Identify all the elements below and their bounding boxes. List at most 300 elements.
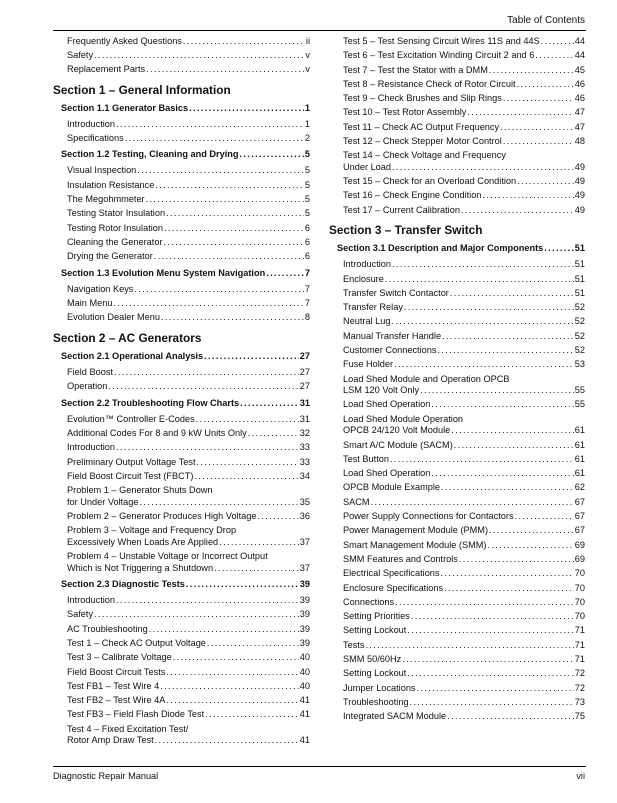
toc-entry-title: Preliminary Output Voltage Test	[67, 456, 196, 467]
toc-entry-title: Manual Transfer Handle	[343, 330, 442, 341]
toc-page-number: 40	[299, 652, 310, 663]
dot-leader	[454, 440, 574, 452]
toc-entry[interactable]	[329, 107, 585, 119]
dot-leader	[410, 697, 574, 709]
dot-leader	[186, 579, 299, 591]
toc-page-number: 61	[574, 468, 585, 479]
dot-leader	[482, 190, 573, 202]
toc-entry[interactable]	[329, 654, 585, 666]
toc-page-number: 40	[299, 666, 310, 677]
toc-entry-title: Introduction	[343, 259, 392, 270]
toc-page-number: 5	[304, 179, 310, 190]
toc-page-number: v	[305, 50, 310, 61]
toc-entry[interactable]	[329, 611, 585, 623]
toc-entry-title: Additional Codes For 8 and 9 kW Units Only	[67, 427, 247, 438]
dot-leader	[503, 136, 574, 148]
toc-entry-title: Section 1.2 Testing, Cleaning and Drying	[61, 149, 239, 160]
toc-page-number: 37	[299, 536, 310, 547]
dot-leader	[166, 208, 304, 220]
toc-entry-title: Setting Lockout	[343, 668, 407, 679]
toc-entry-multiline[interactable]	[53, 551, 310, 574]
dot-leader	[385, 274, 574, 286]
toc-entry-multiline[interactable]	[53, 525, 310, 548]
toc-page-number: 39	[299, 623, 310, 634]
toc-entry-title: Test 9 – Check Brushes and Slip Rings	[343, 93, 502, 104]
toc-page-number: 52	[574, 316, 585, 327]
dot-leader	[164, 237, 304, 249]
toc-entry-title: Jumper Locations	[343, 682, 416, 693]
toc-page-number: 52	[574, 345, 585, 356]
toc-entry[interactable]	[53, 251, 310, 263]
dot-leader	[447, 711, 574, 723]
toc-entry[interactable]	[329, 440, 585, 452]
dot-leader	[183, 36, 305, 48]
toc-entry-title: Evolution Dealer Menu	[67, 312, 160, 323]
toc-entry[interactable]	[53, 595, 310, 607]
dot-leader	[390, 454, 574, 466]
subsection-heading[interactable]	[53, 398, 310, 410]
dot-leader	[137, 165, 304, 177]
subsection-heading[interactable]	[329, 243, 585, 255]
toc-page-number: 45	[574, 64, 585, 75]
toc-page-number: 27	[299, 350, 310, 361]
footer-page-number: vii	[576, 771, 585, 781]
toc-entry-title: Test 8 – Resistance Check of Rotor Circuit	[343, 78, 516, 89]
dot-leader	[503, 93, 574, 105]
toc-entry-line2	[53, 563, 310, 575]
toc-entry[interactable]	[329, 668, 585, 680]
dot-leader	[517, 79, 574, 91]
toc-entry-title: Problem 2 – Generator Produces High Voltage	[67, 510, 257, 521]
toc-entry[interactable]	[53, 367, 310, 379]
toc-entry[interactable]	[329, 554, 585, 566]
toc-entry-title: The Megohmmeter	[67, 194, 145, 205]
toc-entry-title: Test FB1 – Test Wire 4	[67, 680, 160, 691]
toc-entry-title: Visual Inspection	[67, 165, 137, 176]
toc-page-number: 44	[574, 36, 585, 46]
dot-leader	[155, 180, 304, 192]
toc-entry-title: Power Supply Connections for Contactors	[343, 511, 514, 522]
toc-entry[interactable]	[53, 133, 310, 145]
toc-entry-multiline[interactable]	[329, 150, 585, 173]
toc-entry-title: Test 15 – Check for an Overload Condition	[343, 176, 517, 187]
toc-entry-title: SMM Features and Controls	[343, 553, 458, 564]
dot-leader	[420, 385, 574, 397]
toc-page-number: 51	[574, 287, 585, 298]
toc-entry-title: Introduction	[67, 595, 116, 606]
toc-page-number: 41	[299, 709, 310, 720]
toc-entry[interactable]	[53, 119, 310, 131]
toc-page-number: 5	[304, 149, 310, 160]
toc-entry[interactable]	[329, 274, 585, 286]
toc-entry-title: Insulation Resistance	[67, 179, 155, 190]
toc-entry-title: Frequently Asked Questions	[67, 36, 182, 46]
toc-entry-title: Test 11 – Check AC Output Frequency	[343, 121, 500, 132]
subsection-heading[interactable]	[53, 579, 310, 591]
toc-entry-title-line1: Problem 3 – Voltage and Frequency Drop	[67, 525, 237, 536]
section-number: Section 3	[329, 223, 382, 238]
dot-leader	[451, 425, 574, 437]
toc-page-number: 39	[299, 609, 310, 620]
toc-entry-title: Smart Management Module (SMM)	[343, 539, 487, 550]
toc-entry[interactable]	[53, 180, 310, 192]
toc-page-number: 72	[574, 682, 585, 693]
subsection-heading[interactable]	[53, 351, 310, 363]
dot-leader	[166, 695, 298, 707]
toc-page-number: 39	[299, 637, 310, 648]
toc-entry[interactable]	[329, 190, 585, 202]
toc-entry[interactable]	[53, 709, 310, 721]
toc-entry[interactable]	[53, 312, 310, 324]
toc-entry-title: Test Button	[343, 453, 389, 464]
toc-entry-title: Section 1.1 Generator Basics	[61, 102, 189, 113]
toc-entry[interactable]	[53, 667, 310, 679]
dot-leader	[116, 442, 299, 454]
toc-entry[interactable]	[329, 50, 585, 62]
dot-leader	[160, 681, 299, 693]
subsection-heading[interactable]	[53, 149, 310, 161]
dot-leader	[140, 497, 299, 509]
dot-leader	[134, 284, 303, 296]
toc-page-number: 49	[574, 204, 585, 215]
toc-entry[interactable]	[329, 497, 585, 509]
toc-entry[interactable]	[329, 468, 585, 480]
dot-leader	[194, 471, 298, 483]
toc-entry[interactable]	[329, 36, 585, 48]
toc-entry-title: Test 5 – Test Sensing Circuit Wires 11S and 44S	[343, 36, 540, 46]
toc-entry[interactable]	[329, 331, 585, 343]
toc-page-number: 51	[574, 243, 585, 254]
toc-entry-title: Section 2.2 Troubleshooting Flow Charts	[61, 397, 240, 408]
dot-leader	[417, 683, 574, 695]
toc-entry[interactable]	[53, 471, 310, 483]
toc-page-number: 7	[304, 298, 310, 309]
toc-page-number: 55	[574, 399, 585, 410]
front-matter-entry[interactable]	[53, 50, 310, 62]
toc-entry-title: Drying the Generator	[67, 251, 153, 262]
front-matter-entry[interactable]	[53, 36, 310, 48]
dot-leader	[149, 624, 299, 636]
dot-leader	[392, 162, 574, 174]
toc-entry[interactable]	[53, 208, 310, 220]
toc-entry-title: Section 2.1 Operational Analysis	[61, 350, 204, 361]
toc-entry[interactable]	[329, 205, 585, 217]
toc-entry[interactable]	[329, 399, 585, 411]
toc-entry[interactable]	[329, 525, 585, 537]
toc-page-number: 67	[574, 525, 585, 536]
toc-entry[interactable]	[329, 454, 585, 466]
dot-leader	[407, 668, 573, 680]
toc-entry[interactable]	[329, 359, 585, 371]
toc-entry-title: Troubleshooting	[343, 696, 409, 707]
toc-entry[interactable]	[329, 122, 585, 134]
toc-entry-title-line1: Test 14 – Check Voltage and Frequency	[343, 150, 506, 161]
dot-leader	[500, 122, 574, 134]
toc-page-number: 5	[304, 194, 310, 205]
dot-leader	[467, 107, 573, 119]
toc-entry-title: Evolution™ Controller E-Codes	[67, 413, 195, 424]
dot-leader	[189, 103, 304, 115]
toc-entry[interactable]	[329, 302, 585, 314]
section-number: Section 2	[53, 330, 106, 345]
toc-entry[interactable]	[53, 298, 310, 310]
toc-entry-title: Connections	[343, 596, 395, 607]
dot-leader	[94, 609, 299, 621]
section-title: General Information	[118, 82, 231, 97]
toc-entry-title: Testing Stator Insulation	[67, 208, 166, 219]
toc-page-number: 5	[304, 208, 310, 219]
toc-page-number: 1	[304, 118, 310, 129]
dot-leader	[404, 302, 574, 314]
dot-leader	[116, 119, 304, 131]
toc-page-number: 51	[574, 259, 585, 270]
section-2-heading	[53, 331, 310, 345]
toc-page-number: 46	[574, 93, 585, 104]
toc-entry-title: Section 1.3 Evolution Menu System Navigation	[61, 267, 266, 278]
dot-leader	[207, 638, 299, 650]
toc-entry-title: Test FB2 – Test Wire 4A	[67, 695, 166, 706]
toc-page-number: 70	[574, 568, 585, 579]
toc-page-number: 33	[299, 442, 310, 453]
toc-right-column	[329, 36, 585, 725]
toc-entry[interactable]	[329, 597, 585, 609]
dot-leader	[205, 709, 299, 721]
toc-page-number: 8	[304, 312, 310, 323]
toc-page-number: 51	[574, 273, 585, 284]
dot-leader	[392, 259, 574, 271]
toc-entry-line2	[329, 425, 585, 437]
toc-entry[interactable]	[53, 428, 310, 440]
toc-entry-line2	[329, 385, 585, 397]
toc-entry[interactable]	[53, 414, 310, 426]
toc-entry[interactable]	[53, 442, 310, 454]
toc-entry-title: Section 2.3 Diagnostic Tests	[61, 579, 185, 590]
toc-page-number: 61	[574, 439, 585, 450]
toc-entry[interactable]	[329, 625, 585, 637]
toc-entry-multiline[interactable]	[329, 374, 585, 397]
toc-page-number: 37	[299, 562, 310, 573]
toc-entry-title: Introduction	[67, 118, 116, 129]
dot-leader	[544, 243, 574, 255]
toc-page-number: v	[305, 64, 310, 75]
dot-leader	[450, 288, 574, 300]
section-dash: –	[105, 82, 119, 97]
toc-entry-title: Transfer Switch Contactor	[343, 287, 449, 298]
toc-page-number: 70	[574, 582, 585, 593]
dot-leader	[125, 133, 304, 145]
toc-page-number: 44	[574, 50, 585, 61]
toc-entry[interactable]	[53, 624, 310, 636]
dot-leader	[392, 316, 574, 328]
toc-entry-title: Fuse Holder	[343, 359, 394, 370]
toc-entry[interactable]	[329, 79, 585, 91]
toc-entry[interactable]	[329, 65, 585, 77]
toc-entry[interactable]	[329, 583, 585, 595]
toc-entry-title-line1: Problem 4 – Unstable Voltage or Incorrect Output	[67, 551, 268, 562]
toc-entry-title: Smart A/C Module (SACM)	[343, 439, 453, 450]
dot-leader	[266, 268, 304, 280]
dot-leader	[441, 568, 574, 580]
dot-leader	[535, 50, 573, 62]
toc-page-number: 69	[574, 539, 585, 550]
toc-page-number: 62	[574, 482, 585, 493]
toc-entry-title: Operation	[67, 381, 108, 392]
section-title: Transfer Switch	[394, 223, 483, 238]
toc-entry-title: Enclosure	[343, 273, 384, 284]
toc-entry[interactable]	[53, 652, 310, 664]
dot-leader	[94, 50, 304, 62]
toc-entry[interactable]	[329, 511, 585, 523]
toc-page-number: 5	[304, 165, 310, 176]
front-matter-entry[interactable]	[53, 64, 310, 76]
toc-entry-line2	[329, 162, 585, 174]
toc-entry-title: OPCB Module Example	[343, 482, 441, 493]
dot-leader	[395, 597, 574, 609]
toc-entry-title: Transfer Relay	[343, 302, 403, 313]
toc-entry[interactable]	[329, 683, 585, 695]
toc-entry[interactable]	[53, 638, 310, 650]
toc-page-number: 69	[574, 553, 585, 564]
toc-page-number: 35	[299, 496, 310, 507]
section-title: AC Generators	[118, 330, 202, 345]
toc-page-number: 70	[574, 596, 585, 607]
dot-leader	[365, 640, 573, 652]
toc-page-number: 41	[299, 735, 310, 746]
toc-entry[interactable]	[329, 568, 585, 580]
toc-page-number: 7	[304, 267, 310, 278]
toc-entry[interactable]	[53, 284, 310, 296]
toc-entry[interactable]	[329, 540, 585, 552]
toc-page-number: 67	[574, 511, 585, 522]
subsection-heading[interactable]	[53, 268, 310, 280]
toc-entry[interactable]	[329, 345, 585, 357]
toc-entry-multiline[interactable]	[53, 724, 310, 747]
toc-page-number: 72	[574, 668, 585, 679]
toc-page-number: 61	[574, 453, 585, 464]
dot-leader	[196, 414, 299, 426]
toc-page-number: 6	[304, 222, 310, 233]
toc-page-number: 2	[304, 132, 310, 143]
toc-page-number: 71	[574, 639, 585, 650]
toc-entry[interactable]	[53, 237, 310, 249]
header-rule	[53, 30, 586, 31]
toc-entry-title-line2: OPCB 24/120 Volt Module	[343, 425, 451, 436]
toc-page-number: 49	[574, 176, 585, 187]
toc-entry[interactable]	[329, 176, 585, 188]
page-header-title: Table of Contents	[507, 15, 585, 26]
toc-entry[interactable]	[53, 223, 310, 235]
toc-page-number: 40	[299, 680, 310, 691]
toc-entry-line2	[53, 537, 310, 549]
dot-leader	[214, 563, 299, 575]
toc-page-number: 75	[574, 711, 585, 722]
toc-page-number: 39	[299, 595, 310, 606]
toc-entry-title: Field Boost	[67, 366, 113, 377]
toc-entry[interactable]	[53, 511, 310, 523]
toc-entry-title: Neutral Lug	[343, 316, 391, 327]
toc-entry-multiline[interactable]	[329, 414, 585, 437]
toc-entry[interactable]	[329, 711, 585, 723]
toc-entry[interactable]	[329, 259, 585, 271]
toc-entry-title: Load Shed Operation	[343, 399, 431, 410]
dot-leader	[442, 331, 574, 343]
toc-entry-title: Test FB3 – Field Flash Diode Test	[67, 709, 205, 720]
toc-entry-title: Test 12 – Check Stepper Motor Control	[343, 136, 502, 147]
toc-entry[interactable]	[329, 316, 585, 328]
toc-entry-title: Section 3.1 Description and Major Components	[337, 243, 544, 254]
toc-page-number: 71	[574, 625, 585, 636]
toc-page-number: 33	[299, 456, 310, 467]
dot-leader	[407, 625, 573, 637]
toc-entry-title: Test 6 – Test Excitation Winding Circuit 2 and 6	[343, 50, 535, 61]
toc-page-number: 46	[574, 78, 585, 89]
dot-leader	[371, 497, 574, 509]
toc-entry[interactable]	[329, 482, 585, 494]
dot-leader	[461, 205, 574, 217]
dot-leader	[113, 298, 303, 310]
toc-entry-title: Replacement Parts	[67, 64, 146, 75]
toc-entry[interactable]	[53, 381, 310, 393]
footer-rule	[53, 766, 586, 767]
toc-entry-title: Test 3 – Calibrate Voltage	[67, 652, 172, 663]
toc-entry[interactable]	[53, 609, 310, 621]
toc-entry[interactable]	[53, 457, 310, 469]
toc-entry[interactable]	[53, 165, 310, 177]
toc-entry-title-line1: Problem 1 – Generator Shuts Down	[67, 485, 213, 496]
toc-page-number: 32	[299, 427, 310, 438]
subsection-heading[interactable]	[53, 103, 310, 115]
toc-entry-title: Testing Rotor Insulation	[67, 222, 164, 233]
toc-page-number: 27	[299, 381, 310, 392]
toc-page-number: 53	[574, 359, 585, 370]
dot-leader	[146, 194, 304, 206]
toc-page-number: 47	[574, 107, 585, 118]
toc-entry-title: Specifications	[67, 132, 124, 143]
toc-page-number: 52	[574, 302, 585, 313]
toc-entry-title-line2: Rotor Amp Draw Test	[67, 735, 154, 746]
toc-entry-title-line1: Test 4 – Fixed Excitation Test/	[67, 723, 189, 734]
toc-page-number: 71	[574, 653, 585, 664]
toc-entry-multiline[interactable]	[53, 485, 310, 508]
toc-entry-title: Introduction	[67, 442, 116, 453]
toc-entry[interactable]	[329, 697, 585, 709]
dot-leader	[239, 149, 303, 161]
toc-entry-title-line1: Load Shed Module and Operation OPCB	[343, 373, 510, 384]
toc-page-number: 52	[574, 330, 585, 341]
toc-page-number: 47	[574, 121, 585, 132]
dot-leader	[197, 457, 299, 469]
toc-entry[interactable]	[53, 194, 310, 206]
toc-entry[interactable]	[329, 136, 585, 148]
toc-page-number: 7	[304, 283, 310, 294]
toc-page-number: 49	[574, 161, 585, 172]
dot-leader	[108, 381, 298, 393]
toc-entry[interactable]	[329, 93, 585, 105]
dot-leader	[204, 351, 299, 363]
dot-leader	[489, 65, 574, 77]
toc-page-number: 27	[299, 366, 310, 377]
section-3-heading	[329, 223, 585, 237]
toc-entry[interactable]	[53, 695, 310, 707]
toc-entry-title: AC Troubleshooting	[67, 623, 148, 634]
toc-entry[interactable]	[329, 640, 585, 652]
toc-entry[interactable]	[329, 288, 585, 300]
toc-entry[interactable]	[53, 681, 310, 693]
dot-leader	[444, 583, 574, 595]
toc-entry-title: Setting Lockout	[343, 625, 407, 636]
toc-page-number: 39	[299, 579, 310, 590]
dot-leader	[154, 251, 304, 263]
